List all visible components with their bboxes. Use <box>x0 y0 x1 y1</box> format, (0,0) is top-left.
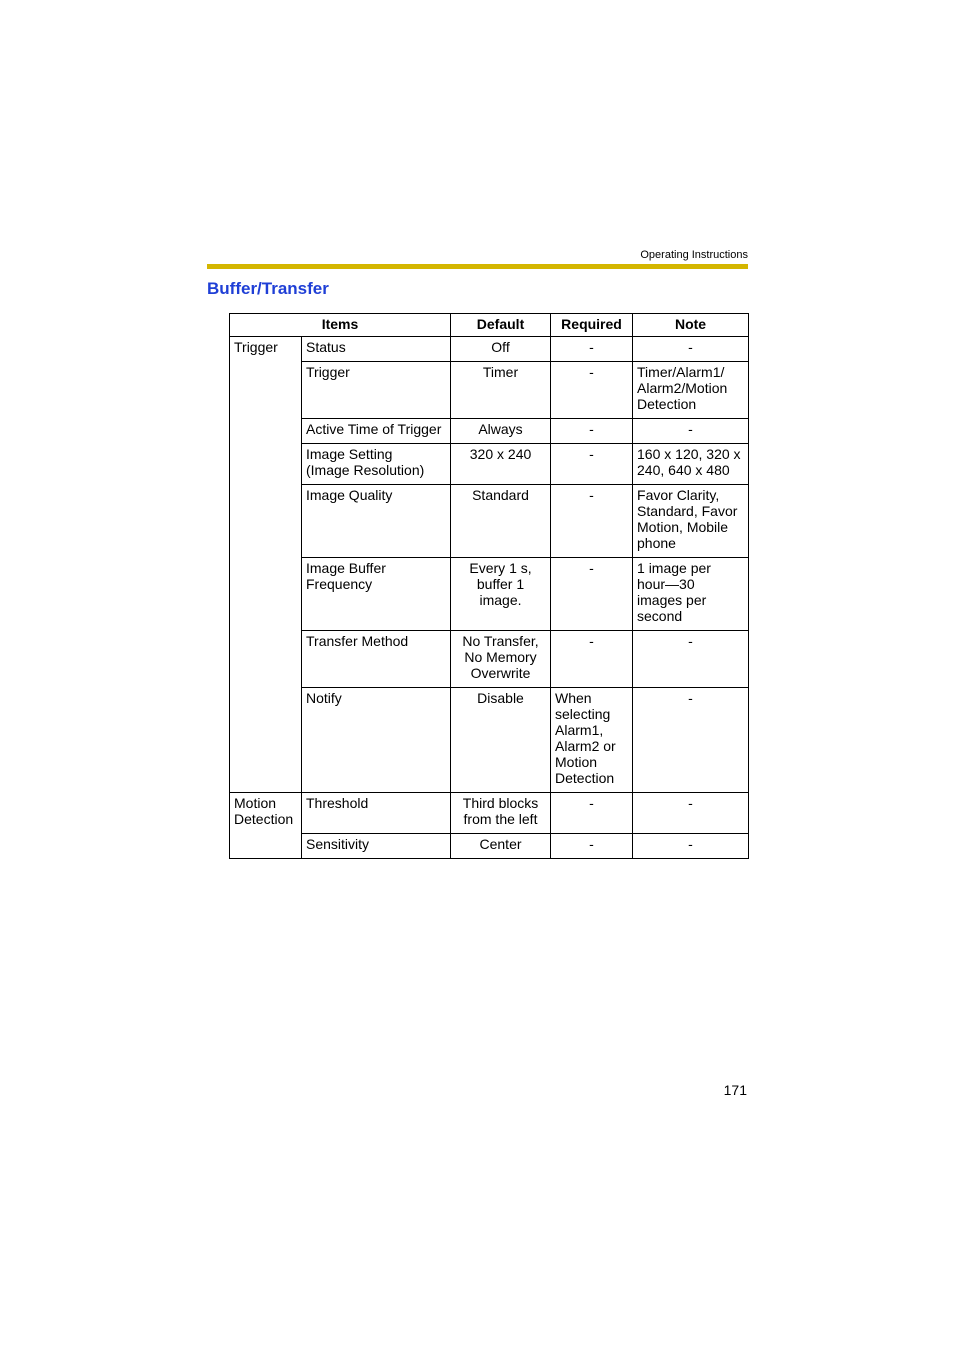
table-row <box>230 485 749 558</box>
item-cell: Image Quality <box>302 485 451 558</box>
table-row <box>230 362 749 419</box>
item-cell: Trigger <box>302 362 451 419</box>
default-cell: 320 x 240 <box>451 444 551 485</box>
header-rule <box>207 264 748 269</box>
note-cell: - <box>633 419 749 444</box>
note-cell: - <box>633 337 749 362</box>
default-cell: Disable <box>451 688 551 793</box>
note-cell: - <box>633 688 749 793</box>
required-cell: - <box>551 419 633 444</box>
default-cell: Center <box>451 834 551 859</box>
item-cell: Sensitivity <box>302 834 451 859</box>
page-number: 171 <box>723 1082 747 1098</box>
group-label: Trigger <box>230 337 302 793</box>
required-cell: - <box>551 631 633 688</box>
item-cell: Notify <box>302 688 451 793</box>
required-cell: - <box>551 834 633 859</box>
group-label: Motion Detection <box>230 793 302 859</box>
required-cell: - <box>551 558 633 631</box>
default-cell: Timer <box>451 362 551 419</box>
note-cell: - <box>633 631 749 688</box>
required-cell: - <box>551 793 633 834</box>
item-cell: Transfer Method <box>302 631 451 688</box>
default-cell: Third blocks from the left <box>451 793 551 834</box>
table-row <box>230 834 749 859</box>
note-cell: Timer/Alarm1/ Alarm2/Motion Detection <box>633 362 749 419</box>
required-cell: - <box>551 362 633 419</box>
settings-table <box>229 313 749 859</box>
table-header-row <box>230 314 749 337</box>
item-cell: Active Time of Trigger <box>302 419 451 444</box>
item-cell: Status <box>302 337 451 362</box>
note-cell: - <box>633 793 749 834</box>
default-cell: Always <box>451 419 551 444</box>
default-cell: Every 1 s, buffer 1 image. <box>451 558 551 631</box>
note-cell: - <box>633 834 749 859</box>
note-cell: 1 image per hour—30 images per second <box>633 558 749 631</box>
default-cell: Standard <box>451 485 551 558</box>
default-cell: Off <box>451 337 551 362</box>
column-header-default: Default <box>451 314 551 337</box>
table-row <box>230 558 749 631</box>
table-row <box>230 793 749 834</box>
default-cell: No Transfer, No Memory Overwrite <box>451 631 551 688</box>
column-header-required: Required <box>551 314 633 337</box>
item-cell: Threshold <box>302 793 451 834</box>
table-row <box>230 688 749 793</box>
column-header-items: Items <box>230 314 451 337</box>
required-cell: - <box>551 444 633 485</box>
note-cell: 160 x 120, 320 x 240, 640 x 480 <box>633 444 749 485</box>
note-cell: Favor Clarity, Standard, Favor Motion, Mobile phone <box>633 485 749 558</box>
required-cell: When selecting Alarm1, Alarm2 or Motion Detection <box>551 688 633 793</box>
table-row <box>230 419 749 444</box>
table-row <box>230 631 749 688</box>
column-header-note: Note <box>633 314 749 337</box>
item-cell: Image Buffer Frequency <box>302 558 451 631</box>
required-cell: - <box>551 337 633 362</box>
item-cell: Image Setting (Image Resolution) <box>302 444 451 485</box>
table-row <box>230 444 749 485</box>
running-header: Operating Instructions <box>640 249 748 261</box>
table-row <box>230 337 749 362</box>
section-title: Buffer/Transfer <box>207 279 329 298</box>
required-cell: - <box>551 485 633 558</box>
